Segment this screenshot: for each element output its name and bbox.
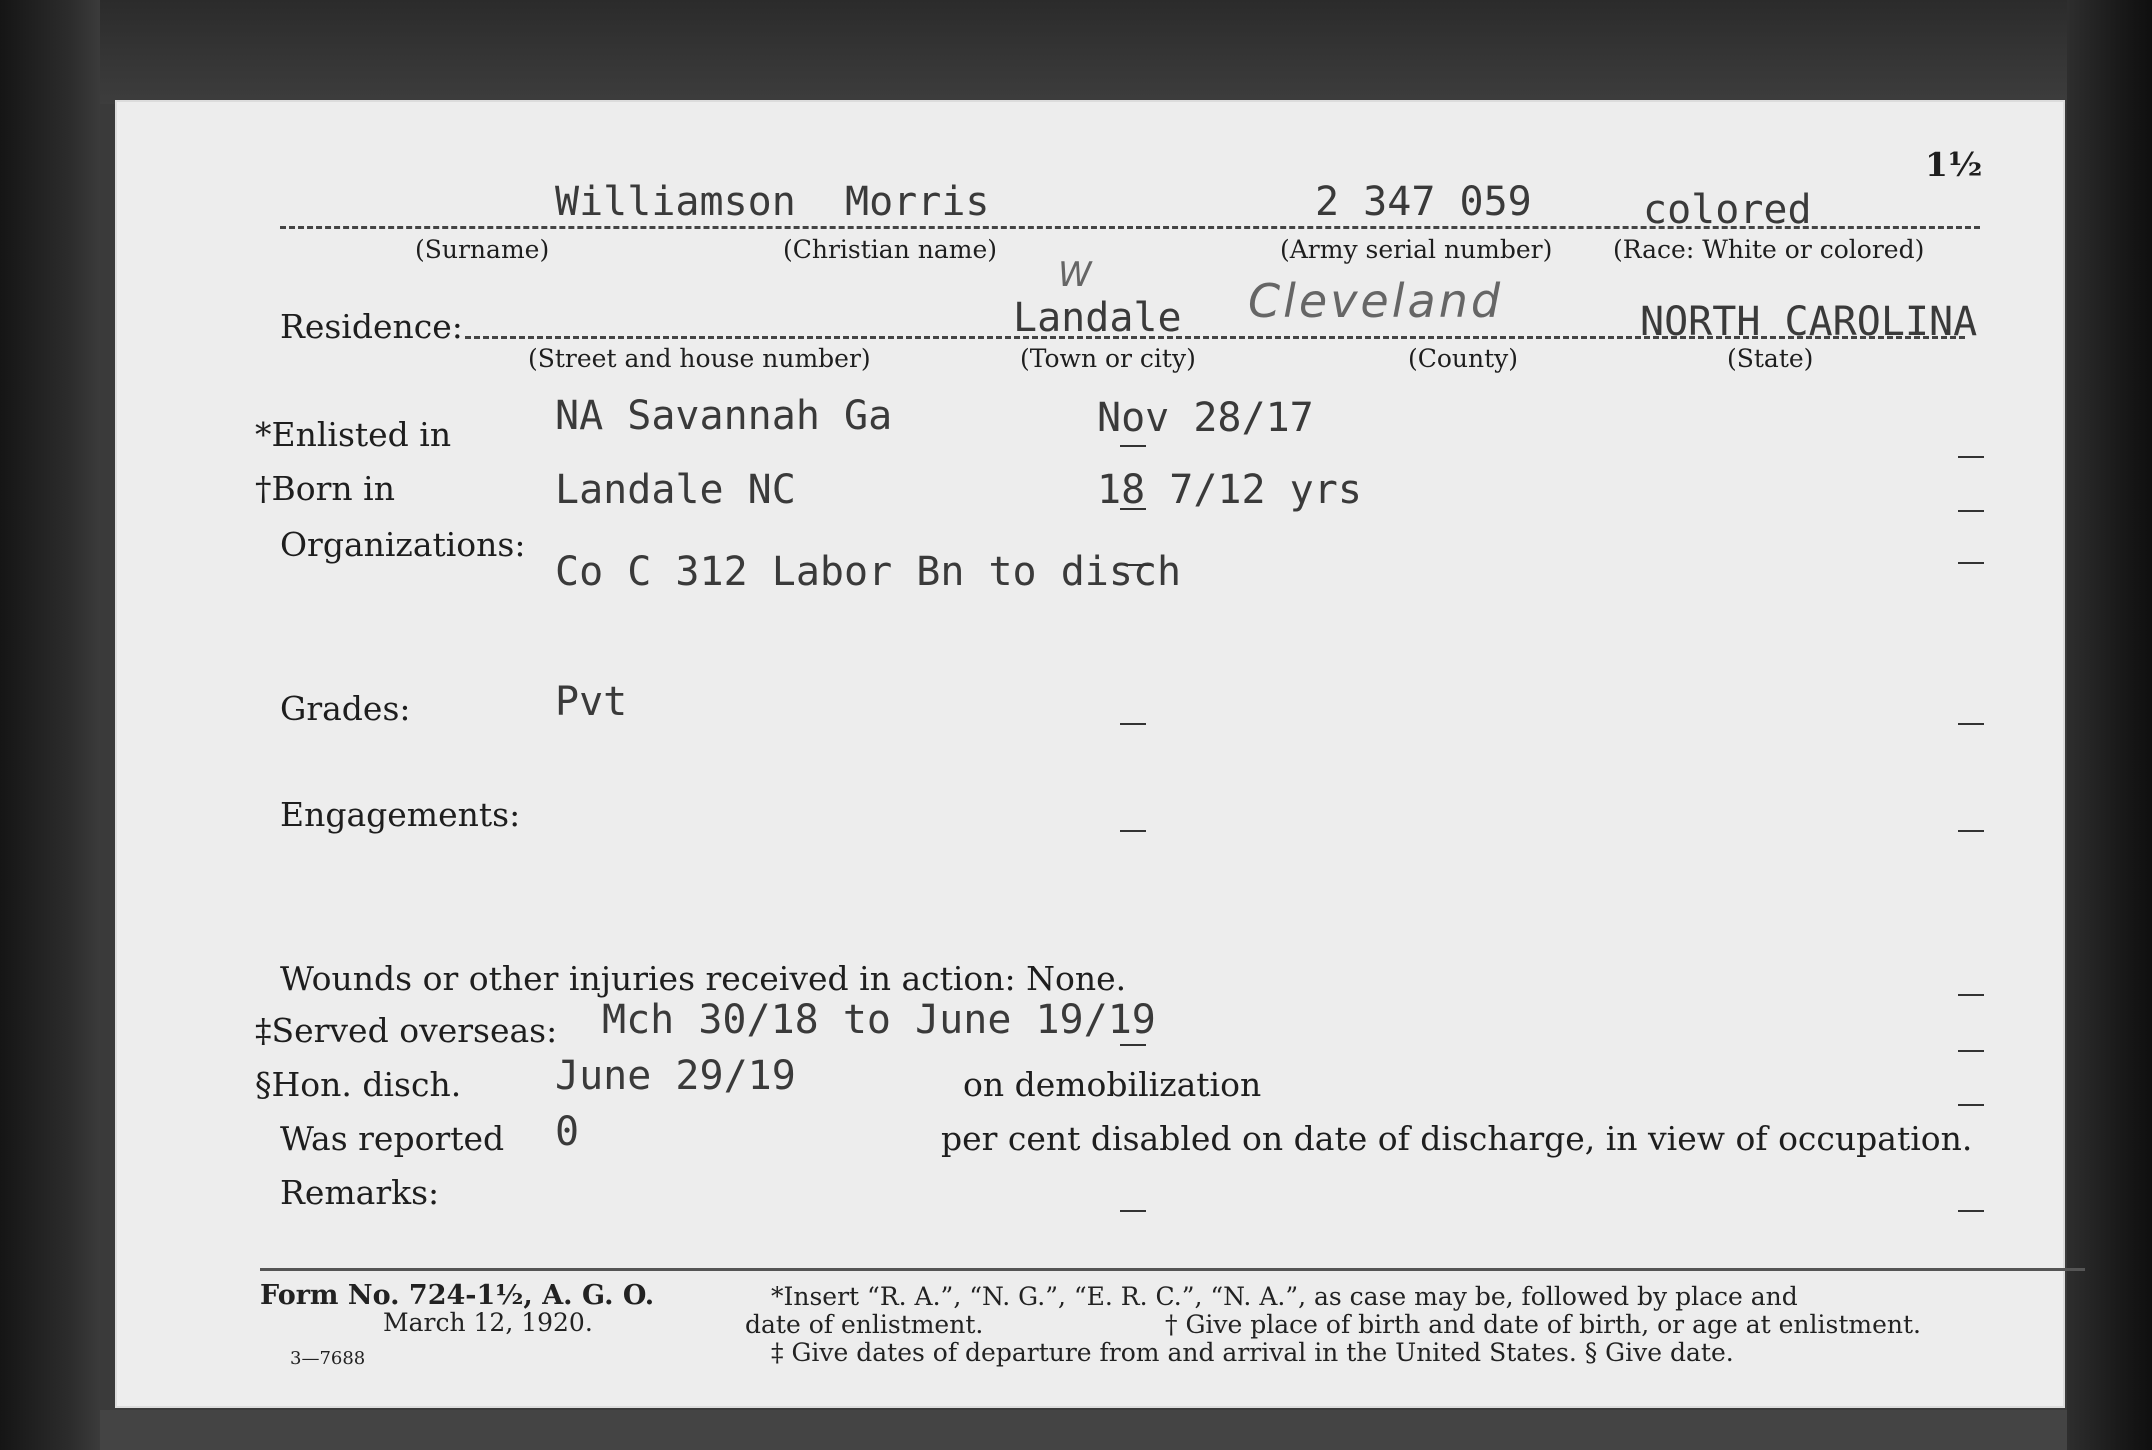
film-frame-bottom xyxy=(100,1410,2067,1450)
tick-mark xyxy=(1958,994,1984,996)
enlisted-date-value: Nov 28/17 xyxy=(1097,395,1314,441)
christian-name-value: Morris xyxy=(845,179,990,225)
tick-mark xyxy=(1958,830,1984,832)
tick-mark xyxy=(1120,445,1146,447)
footer-rule xyxy=(260,1268,2085,1271)
enlisted-label: *Enlisted in xyxy=(255,415,452,454)
grade-value: Pvt xyxy=(555,679,628,725)
footer-note-line2a: date of enlistment. xyxy=(745,1310,984,1339)
wounds-label: Wounds or other injuries received in action: None. xyxy=(280,959,1127,998)
serial-number-caption: (Army serial number) xyxy=(1280,235,1553,264)
footer-note-line3: ‡ Give dates of departure from and arrival in the United States. § Give date. xyxy=(771,1338,1734,1367)
residence-label: Residence: xyxy=(280,307,463,346)
footer-note-line1: *Insert “R. A.”, “N. G.”, “E. R. C.”, “N. A.”, as case may be, followed by place and xyxy=(771,1282,1798,1311)
per-cent-disabled-label: per cent disabled on date of discharge, in view of occupation. xyxy=(941,1119,1973,1158)
name-line xyxy=(280,226,1980,229)
surname-caption: (Surname) xyxy=(415,235,550,264)
tick-mark xyxy=(1958,1104,1984,1106)
served-overseas-value: Mch 30/18 to June 19/19 xyxy=(602,997,1156,1043)
service-record-card xyxy=(115,100,2065,1408)
state-caption: (State) xyxy=(1727,344,1814,373)
tick-mark xyxy=(1120,508,1146,510)
town-value: Landale xyxy=(1013,295,1182,341)
hon-disch-date-value: June 29/19 xyxy=(555,1053,796,1099)
film-frame-left xyxy=(0,0,100,1450)
tick-mark xyxy=(1958,510,1984,512)
tick-mark xyxy=(1120,830,1146,832)
remarks-label: Remarks: xyxy=(280,1173,440,1212)
town-caption: (Town or city) xyxy=(1020,344,1196,373)
tick-mark xyxy=(1120,1210,1146,1212)
corner-number: 1½ xyxy=(1925,145,1983,184)
hon-disch-label: §Hon. disch. xyxy=(255,1065,462,1104)
christian-name-caption: (Christian name) xyxy=(783,235,998,264)
race-value: colored xyxy=(1643,187,1812,233)
tick-mark xyxy=(1958,723,1984,725)
film-frame-top xyxy=(100,0,2067,104)
tick-mark xyxy=(1120,723,1146,725)
county-caption: (County) xyxy=(1408,344,1519,373)
grades-label: Grades: xyxy=(280,689,411,728)
film-frame-right xyxy=(2067,0,2152,1450)
print-code: 3—7688 xyxy=(290,1348,366,1369)
tick-mark xyxy=(1958,1210,1984,1212)
county-value: Cleveland xyxy=(1248,274,1504,328)
street-caption: (Street and house number) xyxy=(528,344,871,373)
form-number: Form No. 724-1½, A. G. O. xyxy=(260,1280,655,1311)
tick-mark xyxy=(1958,562,1984,564)
organization-value: Co C 312 Labor Bn to disch xyxy=(555,549,1182,595)
was-reported-label: Was reported xyxy=(280,1119,505,1158)
tick-mark xyxy=(1125,564,1151,566)
born-age-value: 18 7/12 yrs xyxy=(1097,467,1362,513)
town-correction: W xyxy=(1058,255,1095,295)
footer-note-line2b: † Give place of birth and date of birth, or age at enlistment. xyxy=(1165,1310,1921,1339)
serial-number-value: 2 347 059 xyxy=(1315,179,1532,225)
engagements-label: Engagements: xyxy=(280,795,521,834)
state-value: NORTH CAROLINA xyxy=(1640,299,1978,345)
residence-line xyxy=(465,336,1965,339)
served-overseas-label: ‡Served overseas: xyxy=(255,1011,558,1050)
born-label: †Born in xyxy=(255,469,395,508)
enlisted-place-value: NA Savannah Ga xyxy=(555,393,893,439)
organizations-label: Organizations: xyxy=(280,525,526,564)
tick-mark xyxy=(1120,1044,1146,1046)
tick-mark xyxy=(1958,1050,1984,1052)
disabled-percent-value: 0 xyxy=(555,1109,580,1155)
born-place-value: Landale NC xyxy=(555,467,796,513)
tick-mark xyxy=(1958,456,1984,458)
form-date: March 12, 1920. xyxy=(383,1308,593,1337)
on-demobilization-label: on demobilization xyxy=(963,1065,1262,1104)
race-caption: (Race: White or colored) xyxy=(1613,235,1925,264)
surname-value: Williamson xyxy=(555,179,796,225)
